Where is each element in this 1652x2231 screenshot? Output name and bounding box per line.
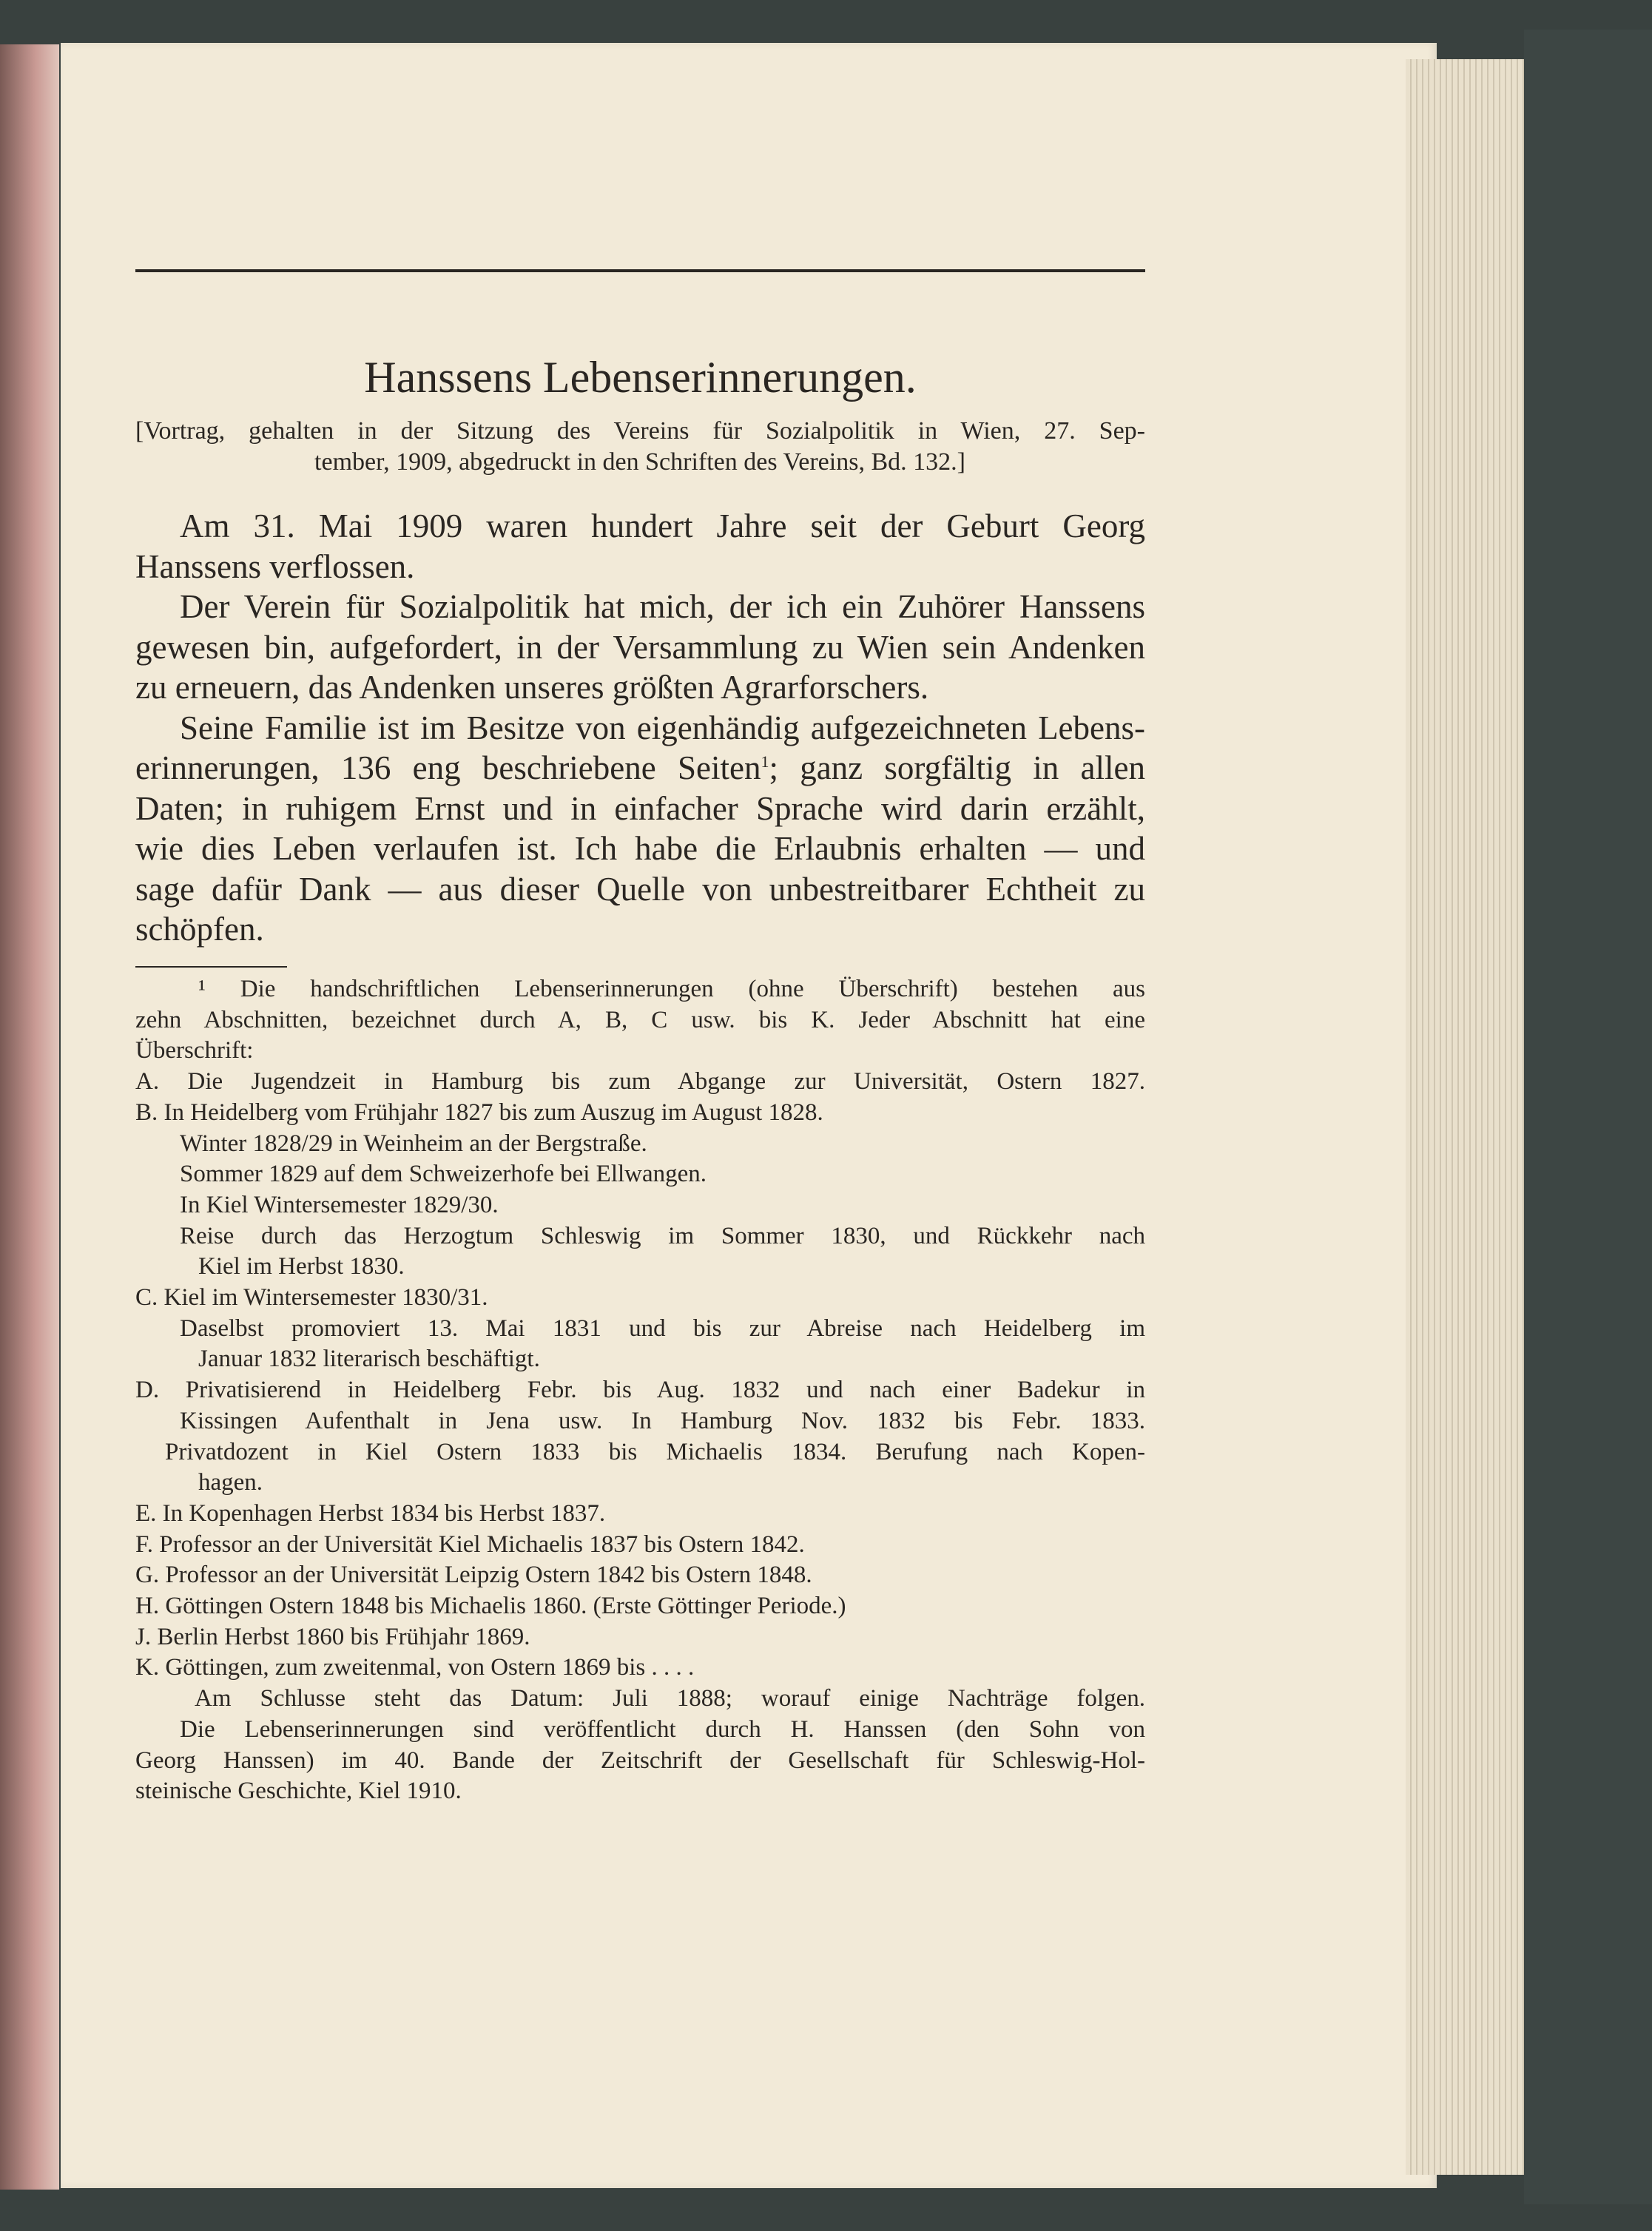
- footnote-line: Georg Hanssen) im 40. Bande der Zeitschrift der Gesellschaft für Schleswig-Hol-: [135, 1746, 1145, 1774]
- footnote-marker[interactable]: 1: [761, 752, 769, 771]
- body-line: Am 31. Mai 1909 waren hundert Jahre seit der Geburt Georg: [180, 507, 1145, 544]
- footnote-line: D. Privatisierend in Heidelberg Febr. bis Aug. 1832 und nach einer Badekur in: [135, 1377, 1145, 1404]
- body-line: Daten; in ruhigem Ernst und in einfacher Sprache wird darin erzählt,: [135, 789, 1145, 827]
- footnote-line: zehn Abschnitten, bezeichnet durch A, B, C usw. bis K. Jeder Abschnitt hat eine: [135, 1006, 1145, 1033]
- subtitle-line: tember, 1909, abgedruckt in den Schriften des Vereins, Bd. 132.]: [314, 448, 965, 476]
- body-line: Seine Familie ist im Besitze von eigenhändig aufgezeichneten Lebens-: [180, 709, 1145, 746]
- body-line: zu erneuern, das Andenken unseres größten Agrarforschers.: [135, 669, 929, 706]
- footnote-line: J. Berlin Herbst 1860 bis Frühjahr 1869.: [135, 1623, 530, 1650]
- footnote-line: B. In Heidelberg vom Frühjahr 1827 bis zum Auszug im August 1828.: [135, 1098, 823, 1126]
- body-line: erinnerungen, 136 eng beschriebene Seiten$^1$; ganz sorgfältig in allen: [135, 749, 1145, 786]
- header-rule: [135, 269, 1145, 272]
- footnote-line: K. Göttingen, zum zweitenmal, von Ostern 1869 bis . . . .: [135, 1654, 695, 1681]
- body-line: schöpfen.: [135, 911, 264, 948]
- chapter-title: Hanssens Lebenserinnerungen.: [364, 353, 917, 402]
- footnote-line: Daselbst promoviert 13. Mai 1831 und bis zur Abreise nach Heidelberg im: [180, 1314, 1145, 1342]
- footnote-line: Januar 1832 literarisch beschäftigt.: [198, 1346, 540, 1373]
- body-line: gewesen bin, aufgefordert, in der Versammlung zu Wien sein Andenken: [135, 628, 1145, 666]
- footnote-line: F. Professor an der Universität Kiel Michaelis 1837 bis Ostern 1842.: [135, 1530, 805, 1558]
- footnote-line: G. Professor an der Universität Leipzig Ostern 1842 bis Ostern 1848.: [135, 1562, 812, 1589]
- footnote-line: Reise durch das Herzogtum Schleswig im Sommer 1830, und Rückkehr nach: [180, 1222, 1145, 1249]
- body-line: sage dafür Dank — aus dieser Quelle von unbestreitbarer Echtheit zu: [135, 870, 1145, 908]
- footnote-line: Überschrift:: [135, 1037, 254, 1064]
- subtitle-line: [Vortrag, gehalten in der Sitzung des Vereins für Sozialpolitik in Wien, 27. Sep-: [135, 417, 1145, 445]
- footnote-line: Sommer 1829 auf dem Schweizerhofe bei Ellwangen.: [180, 1161, 707, 1188]
- footnote-rule: [135, 966, 287, 968]
- footnote-line: E. In Kopenhagen Herbst 1834 bis Herbst 1837.: [135, 1499, 606, 1527]
- body-line: Hanssens verflossen.: [135, 547, 415, 585]
- footnote-line: A. Die Jugendzeit in Hamburg bis zum Abgange zur Universität, Ostern 1827.: [135, 1068, 1145, 1096]
- footnote-line: Winter 1828/29 in Weinheim an der Bergstraße.: [180, 1130, 647, 1157]
- footnote-line: ¹ Die handschriftlichen Lebenserinnerungen (ohne Überschrift) bestehen aus: [198, 976, 1145, 1002]
- footnote-line: Am Schlusse steht das Datum: Juli 1888; worauf einige Nachträge folgen.: [195, 1685, 1145, 1712]
- body-line: Der Verein für Sozialpolitik hat mich, der ich ein Zuhörer Hanssens: [180, 588, 1145, 625]
- footnote-line: H. Göttingen Ostern 1848 bis Michaelis 1860. (Erste Göttinger Periode.): [135, 1593, 846, 1619]
- book-cover: [1524, 30, 1652, 2204]
- footnote-line: C. Kiel im Wintersemester 1830/31.: [135, 1284, 488, 1311]
- footnote-line: Kiel im Herbst 1830.: [198, 1253, 405, 1280]
- footnote-line: hagen.: [198, 1469, 263, 1496]
- footnote-line: Die Lebenserinnerungen sind veröffentlicht durch H. Hanssen (den Sohn von: [180, 1715, 1145, 1743]
- body-line: wie dies Leben verlaufen ist. Ich habe die Erlaubnis erhalten — und: [135, 830, 1145, 867]
- footnote-line: steinische Geschichte, Kiel 1910.: [135, 1778, 462, 1805]
- facing-page-edge: [0, 44, 59, 2190]
- footnote-line: In Kiel Wintersemester 1829/30.: [180, 1191, 499, 1218]
- footnote-line: Privatdozent in Kiel Ostern 1833 bis Michaelis 1834. Berufung nach Kopen-: [165, 1438, 1145, 1465]
- footnote-line: Kissingen Aufenthalt in Jena usw. In Hamburg Nov. 1832 bis Febr. 1833.: [180, 1407, 1145, 1434]
- page-edges: [1406, 59, 1524, 2175]
